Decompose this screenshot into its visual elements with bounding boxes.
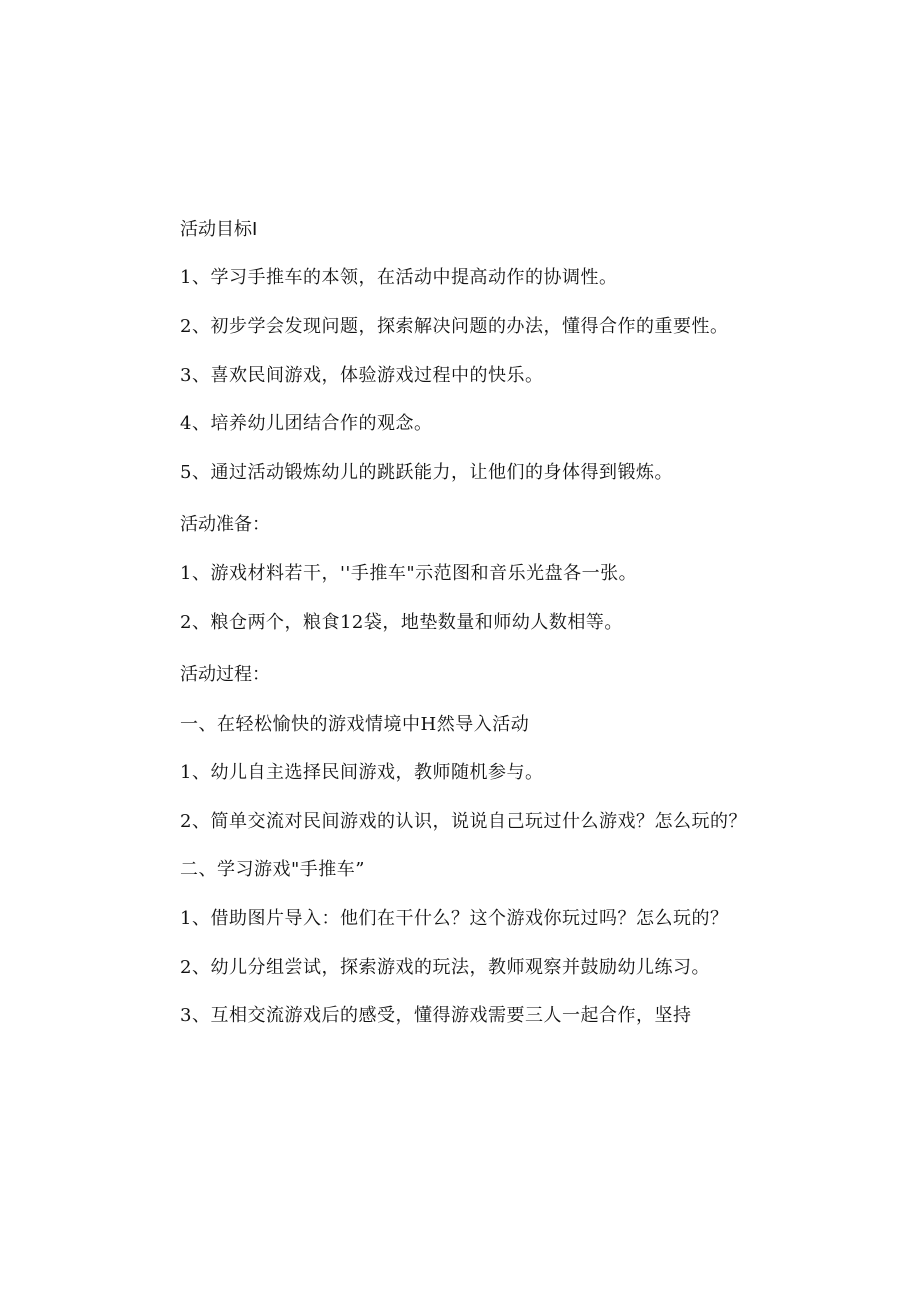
process-item-2-3: 3、互相交流游戏后的感受，懂得游戏需要三人一起合作，坚持: [180, 1005, 692, 1026]
goal-item-5: 5、通过活动锻炼幼儿的跳跃能力，让他们的身体得到锻炼。: [180, 462, 673, 483]
process-item-1-2: 2、简单交流对民间游戏的认识，说说自己玩过什么游戏？怎么玩的？: [180, 811, 747, 832]
goals-heading: 活动目标I: [180, 219, 258, 240]
goal-item-3: 3、喜欢民间游戏，体验游戏过程中的快乐。: [180, 365, 544, 386]
process-section-2: 二、学习游戏"手推车”: [180, 859, 365, 880]
prep-item-2: 2、粮仓两个，粮食12袋，地垫数量和师幼人数相等。: [180, 612, 623, 633]
prep-heading: 活动准备：: [180, 514, 270, 535]
process-item-2-2: 2、幼儿分组尝试，探索游戏的玩法，教师观察并鼓励幼儿练习。: [180, 957, 710, 978]
goal-item-1: 1、学习手推车的本领，在活动中提高动作的协调性。: [180, 267, 618, 288]
goal-item-2: 2、初步学会发现问题，探索解决问题的办法，懂得合作的重要性。: [180, 316, 729, 337]
process-heading: 活动过程：: [180, 664, 270, 685]
prep-item-1: 1、游戏材料若干，''手推车"示范图和音乐光盘各一张。: [180, 563, 638, 584]
goal-item-4: 4、培养幼儿团结合作的观念。: [180, 413, 433, 434]
process-item-1-1: 1、幼儿自主选择民间游戏，教师随机参与。: [180, 762, 544, 783]
process-item-2-1: 1、借助图片导入：他们在干什么？这个游戏你玩过吗？怎么玩的？: [180, 908, 729, 929]
process-section-1: 一、在轻松愉快的游戏情境中H然导入活动: [180, 714, 530, 735]
